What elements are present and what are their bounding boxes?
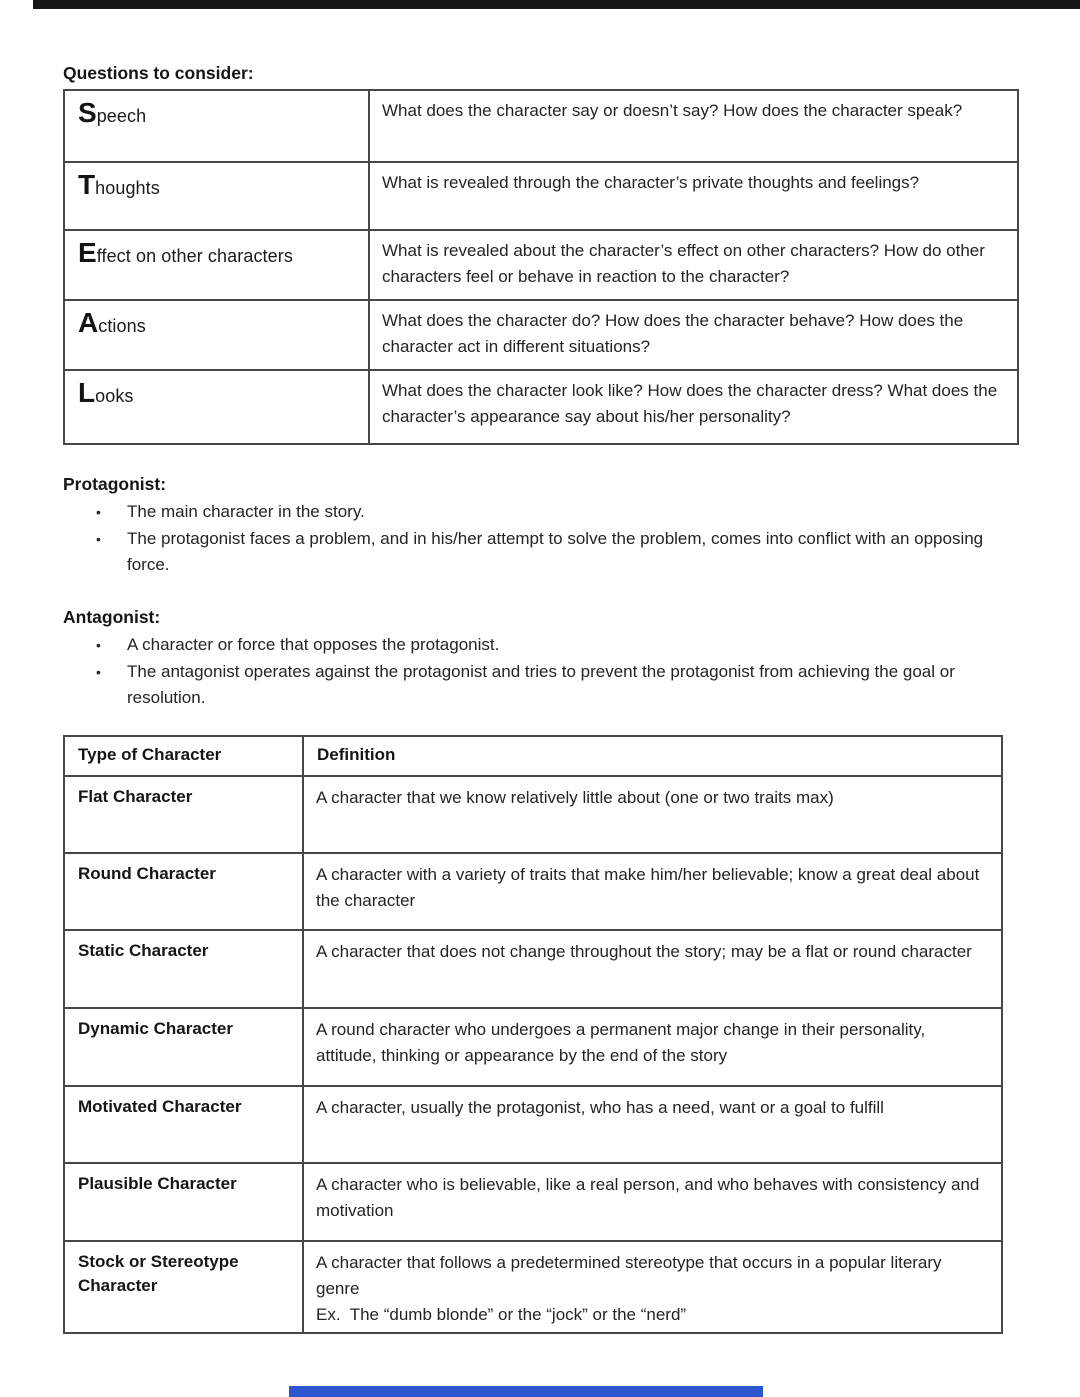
steal-initial: E bbox=[78, 237, 97, 268]
character-row-flat bbox=[64, 776, 1002, 853]
bullet-marker: • bbox=[96, 504, 101, 520]
steal-row-thoughts bbox=[64, 162, 1018, 230]
character-type-table bbox=[63, 735, 1003, 1334]
steal-initial: A bbox=[78, 307, 99, 338]
character-row-static bbox=[64, 930, 1002, 1008]
steal-initial: T bbox=[78, 169, 96, 200]
character-row-motivated bbox=[64, 1086, 1002, 1163]
steal-initial: L bbox=[78, 377, 96, 408]
character-type-cell: Stock or Stereotype Character bbox=[64, 1241, 303, 1333]
bullet-marker: • bbox=[96, 531, 101, 547]
character-table-header-row bbox=[64, 736, 1002, 776]
protagonist-section bbox=[63, 473, 1021, 578]
steal-label-looks bbox=[64, 370, 369, 444]
antagonist-heading: Antagonist: bbox=[63, 607, 161, 627]
steal-row-actions bbox=[64, 300, 1018, 370]
character-row-stock bbox=[64, 1241, 1002, 1333]
antagonist-section bbox=[63, 606, 1021, 711]
steal-description-thoughts: What is revealed through the character’s private thoughts and feelings? bbox=[369, 162, 1018, 230]
steal-label-rest: houghts bbox=[95, 178, 160, 198]
character-definition-cell: A character with a variety of traits that make him/her believable; know a great deal about the character bbox=[303, 853, 1002, 930]
column-header-definition: Definition bbox=[303, 736, 1002, 776]
character-definition-cell bbox=[303, 1241, 1002, 1333]
steal-description-speech: What does the character say or doesn’t say? How does the character speak? bbox=[369, 90, 1018, 162]
steal-initial: S bbox=[78, 97, 97, 128]
character-type-cell: Round Character bbox=[64, 853, 303, 930]
steal-row-speech bbox=[64, 90, 1018, 162]
bullet-text: The protagonist faces a problem, and in his/her attempt to solve the problem, comes into conflict with an opposing force. bbox=[127, 529, 984, 574]
character-row-dynamic bbox=[64, 1008, 1002, 1086]
steal-label-rest: ctions bbox=[98, 316, 146, 336]
steal-label-speech bbox=[64, 90, 369, 162]
steal-label-rest: ffect on other characters bbox=[96, 246, 293, 266]
steal-label-rest: peech bbox=[96, 106, 147, 126]
steal-label-thoughts bbox=[64, 162, 369, 230]
character-definition-text: A character that follows a predetermined stereotype that occurs in a popular literary genre bbox=[316, 1253, 942, 1298]
document-content bbox=[63, 62, 1021, 1334]
bullet-text: The antagonist operates against the protagonist and tries to prevent the protagonist from achieving the goal or resolution. bbox=[127, 662, 955, 707]
questions-heading: Questions to consider: bbox=[63, 63, 254, 83]
character-definition-cell: A character who is believable, like a real person, and who behaves with consistency and motivation bbox=[303, 1163, 1002, 1241]
column-header-type: Type of Character bbox=[64, 736, 303, 776]
character-definition-example: Ex. The “dumb blonde” or the “jock” or the “nerd” bbox=[316, 1305, 687, 1324]
character-definition-cell: A round character who undergoes a permanent major change in their personality, attitude, thinking or appearance by the end of the story bbox=[303, 1008, 1002, 1086]
steal-row-looks bbox=[64, 370, 1018, 444]
character-type-cell: Plausible Character bbox=[64, 1163, 303, 1241]
character-type-cell: Flat Character bbox=[64, 776, 303, 853]
steal-label-rest: ooks bbox=[95, 386, 134, 406]
bullet-marker: • bbox=[96, 637, 101, 653]
character-type-cell: Dynamic Character bbox=[64, 1008, 303, 1086]
protagonist-heading: Protagonist: bbox=[63, 474, 167, 494]
bullet-item bbox=[63, 499, 1021, 525]
character-row-plausible bbox=[64, 1163, 1002, 1241]
top-edge-bar bbox=[33, 0, 1080, 9]
steal-label-actions bbox=[64, 300, 369, 370]
bullet-item bbox=[63, 526, 1021, 578]
character-row-round bbox=[64, 853, 1002, 930]
bullet-item bbox=[63, 632, 1021, 658]
bottom-edge-bar bbox=[289, 1386, 763, 1397]
character-definition-cell: A character that we know relatively little about (one or two traits max) bbox=[303, 776, 1002, 853]
character-definition-cell: A character, usually the protagonist, who has a need, want or a goal to fulfill bbox=[303, 1086, 1002, 1163]
steal-description-looks: What does the character look like? How does the character dress? What does the character’s appearance say about his/her personality? bbox=[369, 370, 1018, 444]
steal-description-actions: What does the character do? How does the character behave? How does the character act in different situations? bbox=[369, 300, 1018, 370]
bullet-item bbox=[63, 659, 1021, 711]
character-type-cell: Motivated Character bbox=[64, 1086, 303, 1163]
steal-row-effect bbox=[64, 230, 1018, 300]
steal-table bbox=[63, 89, 1019, 445]
bullet-text: A character or force that opposes the protagonist. bbox=[127, 635, 500, 654]
character-type-cell: Static Character bbox=[64, 930, 303, 1008]
bullet-text: The main character in the story. bbox=[127, 502, 365, 521]
steal-label-effect bbox=[64, 230, 369, 300]
character-definition-cell: A character that does not change throughout the story; may be a flat or round character bbox=[303, 930, 1002, 1008]
bullet-marker: • bbox=[96, 664, 101, 680]
steal-description-effect: What is revealed about the character’s effect on other characters? How do other characters feel or behave in reaction to the character? bbox=[369, 230, 1018, 300]
